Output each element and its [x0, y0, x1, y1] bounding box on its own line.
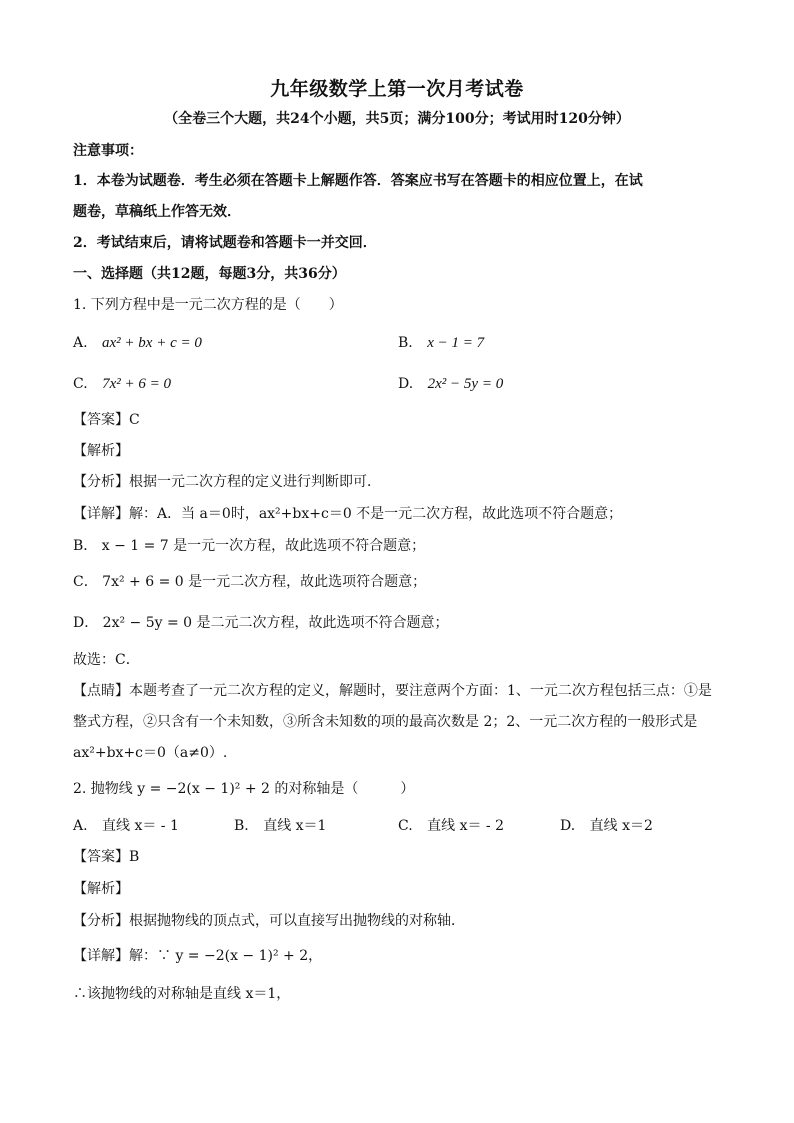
notice-heading: 注意事项： [73, 143, 143, 159]
notice-item-1-line-2: 题卷，草稿纸上作答无效． [73, 204, 241, 220]
option-letter: C. [73, 376, 88, 392]
q1-conclusion: 故选：C． [73, 652, 140, 668]
q2-option-c [398, 817, 504, 835]
q1-answer: 【答案】C [73, 412, 140, 428]
q1-detail-d: D． 2x² − 5y = 0 是二元二次方程，故此选项不符合题意； [73, 615, 449, 631]
option-expression: 2x² − 5y = 0 [427, 376, 504, 392]
notice-item-2: 2．考试结束后，请将试题卷和答题卡一并交回． [73, 235, 377, 251]
question-1-stem: 1. 下列方程中是一元二次方程的是（ ） [73, 297, 343, 313]
q2-option-b [234, 817, 326, 835]
option-letter: B. [234, 818, 249, 834]
q2-conclusion: ∴该抛物线的对称轴是直线 x＝1， [73, 986, 291, 1002]
notice-item-1-line-1: 1．本卷为试题卷．考生必须在答题卡上解题作答．答案应书写在答题卡的相应位置上，在试 [73, 173, 643, 189]
q1-option-c [73, 375, 171, 393]
exam-subtitle: （全卷三个大题，共24个小题，共5页；满分100分；考试用时120分钟） [164, 111, 630, 127]
q2-analysis-heading: 【解析】 [73, 881, 129, 897]
section-1-heading: 一、选择题（共12题，每题3分，共36分） [73, 266, 346, 282]
option-text: 直线 x＝ - 2 [427, 818, 505, 834]
q1-detail-c: C． 7x² + 6 = 0 是一元二次方程，故此选项符合题意； [73, 574, 427, 590]
option-letter: D. [560, 818, 576, 834]
option-text: 直线 x＝1 [263, 818, 327, 834]
option-expression: x − 1 = 7 [427, 335, 485, 351]
exam-title: 九年级数学上第一次月考试卷 [270, 78, 524, 100]
q1-comment-line-2: 整式方程，②只含有一个未知数，③所含未知数的项的最高次数是 2；2、一元二次方程的一般形式是 [73, 714, 698, 730]
option-letter: D. [398, 376, 414, 392]
q2-analysis: 【分析】根据抛物线的顶点式，可以直接写出抛物线的对称轴． [73, 913, 465, 929]
q2-answer: 【答案】B [73, 849, 140, 865]
q1-detail-a: 【详解】解：A．当 a＝0时，ax²+bx+c＝0 不是一元二次方程，故此选项不符合题意； [73, 506, 623, 522]
option-letter: A. [73, 818, 88, 834]
q2-detail: 【详解】解：∵ y = −2(x − 1)² + 2， [73, 948, 323, 964]
q1-option-d [398, 375, 503, 393]
option-text: 直线 x＝ - 1 [102, 818, 179, 834]
q1-comment-line-3: ax²+bx+c＝0（a≠0）. [73, 745, 228, 761]
option-expression: 7x² + 6 = 0 [102, 376, 172, 392]
question-2-stem: 2. 抛物线 y = −2(x − 1)² + 2 的对称轴是（ ） [73, 781, 415, 797]
option-letter: C. [398, 818, 413, 834]
option-text: 直线 x＝2 [589, 818, 653, 834]
option-letter: B. [398, 335, 413, 351]
q1-analysis-heading: 【解析】 [73, 443, 129, 459]
q1-option-b [398, 334, 484, 352]
q2-option-a [73, 817, 179, 835]
q1-detail-b: B． x − 1 = 7 是一元一次方程，故此选项不符合题意； [73, 538, 426, 554]
q1-option-a [73, 334, 202, 352]
q2-option-d [560, 817, 653, 835]
q1-analysis: 【分析】根据一元二次方程的定义进行判断即可． [73, 474, 381, 490]
option-expression: ax² + bx + c = 0 [102, 335, 202, 351]
q1-comment-line-1: 【点睛】本题考查了一元二次方程的定义，解题时，要注意两个方面：1、一元二次方程包括三点：①是 [73, 683, 712, 699]
option-letter: A. [73, 335, 88, 351]
